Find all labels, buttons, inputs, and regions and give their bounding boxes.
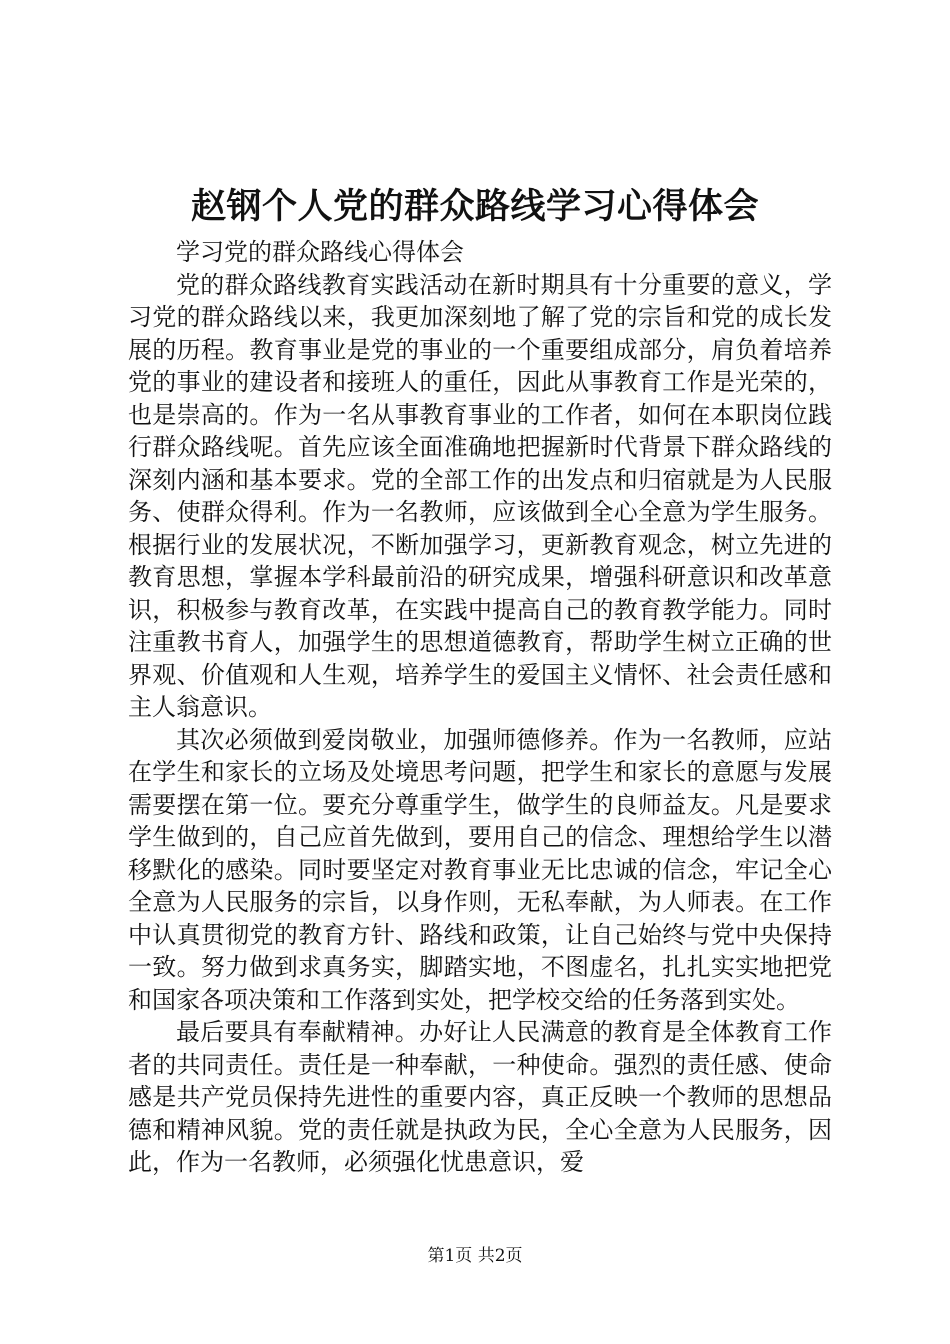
paragraph: 其次必须做到爱岗敬业，加强师德修养。作为一名教师，应站在学生和家长的立场及处境思考问题，把学生和家长的意愿与发展需要摆在第一位。要充分尊重学生，做学生的良师益友。凡是要求学生做到的，自己应首先做到，要用自己的信念、理想给学生以潜移默化的感染。同时要坚定对教育事业无比忠诚的信念，牢记全心全意为人民服务的宗旨，以身作则，无私奉献，为人师表。在工作中认真贯彻党的教育方针、路线和政策，让自己始终与党中央保持一致。努力做到求真务实，脚踏实地，不图虚名，扎扎实实地把党和国家各项决策和工作落到实处，把学校交给的任务落到实处。 [128, 725, 832, 1014]
page-number-footer: 第1页 共2页 [427, 1246, 523, 1266]
paragraph: 最后要具有奉献精神。办好让人民满意的教育是全体教育工作者的共同责任。责任是一种奉献，一种使命。强烈的责任感、使命感是共产党员保持先进性的重要内容，真正反映一个教师的思想品德和精神风貌。党的责任就是执政为民，全心全意为人民服务，因此，作为一名教师，必须强化忧患意识，爱 [128, 1018, 832, 1176]
document-body [128, 236, 832, 1179]
document-title: 赵钢个人党的群众路线学习心得体会 [190, 186, 759, 227]
subtitle: 学习党的群众路线心得体会 [176, 238, 464, 266]
paragraph: 党的群众路线教育实践活动在新时期具有十分重要的意义，学习党的群众路线以来，我更加深刻地了解了党的宗旨和党的成长发展的历程。教育事业是党的事业的一个重要组成部分，肩负着培养党的事业的建设者和接班人的重任，因此从事教育工作是光荣的，也是崇高的。作为一名从事教育事业的工作者，如何在本职岗位践行群众路线呢。首先应该全面准确地把握新时代背景下群众路线的深刻内涵和基本要求。党的全部工作的出发点和归宿就是为人民服务、使群众得利。作为一名教师，应该做到全心全意为学生服务。根据行业的发展状况，不断加强学习，更新教育观念，树立先进的教育思想，掌握本学科最前沿的研究成果，增强科研意识和改革意识，积极参与教育改革，在实践中提高自己的教育教学能力。同时注重教书育人，加强学生的思想道德教育，帮助学生树立正确的世界观、价值观和人生观，培养学生的爱国主义情怀、社会责任感和主人翁意识。 [128, 270, 832, 721]
